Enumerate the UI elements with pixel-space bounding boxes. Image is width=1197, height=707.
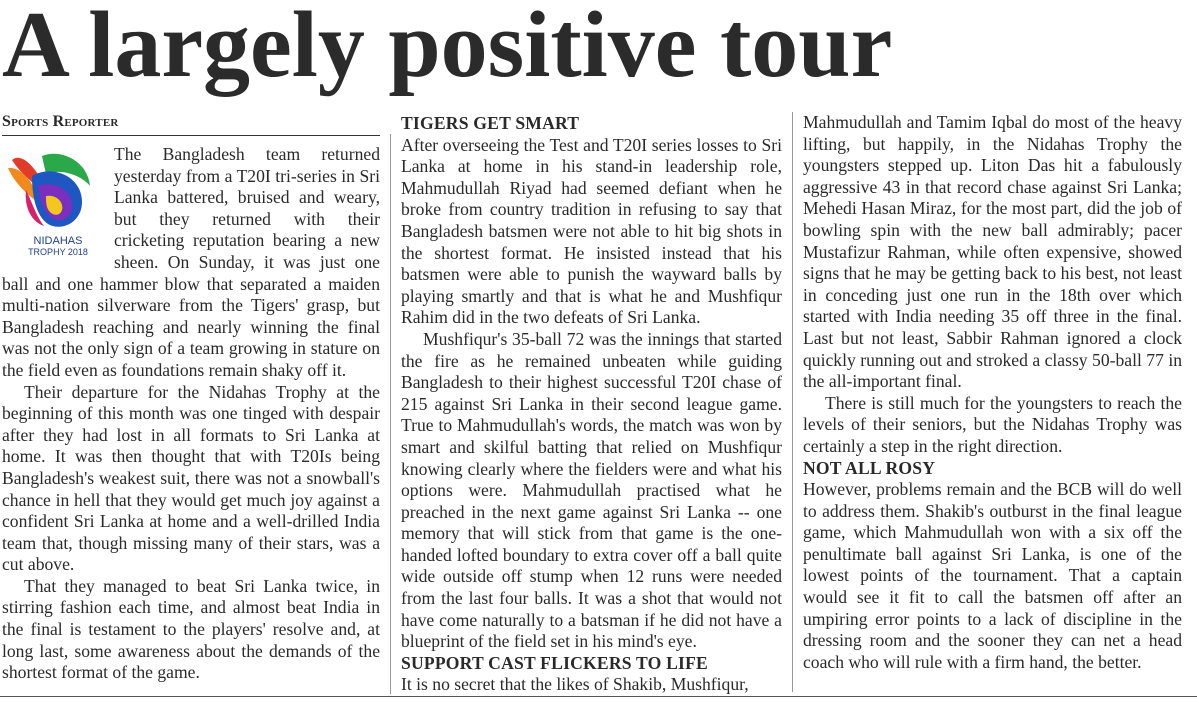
subheading: SUPPORT CAST FLICKERS TO LIFE bbox=[401, 652, 708, 673]
logo-line-1: NIDAHAS bbox=[33, 235, 83, 247]
article-column-1 bbox=[2, 112, 380, 684]
paragraph: It is no secret that the likes of Shakib, Mushfiqur, bbox=[401, 674, 749, 695]
paragraph: The Bangladesh team returned yesterday from a T20I tri-series in Sri Lanka battered, bruised and weary, but they returned with their cricketing reputation bearing a new sheen. On Sunday, it was just one ball and one hammer blow that separated a maiden multi-nation silverware from the Tigers' grasp, but Bangladesh reaching and nearly winning the final was not the only sign of a team growing in stature on the field even as foundations remain shaky off it. bbox=[2, 144, 380, 380]
byline: Sports Reporter bbox=[2, 112, 380, 136]
paragraph: However, problems remain and the BCB will do well to address them. Shakib's outburst in the final league game, which Mahmudullah won with a six off the penultimate ball against Sri Lanka, is one of the lowest points of the tournament. That a captain would see it fit to call the batsmen off after an umpiring error points to a lack of discipline in the dressing room and the sooner they can net a head coach who will rule with a firm hand, the better. bbox=[803, 479, 1182, 672]
article-column-2 bbox=[401, 112, 782, 696]
paragraph: Their departure for the Nidahas Trophy at the beginning of this month was one tinged with despair after they had lost in all formats to Sri Lanka at home. It was then thought that with T20Is being Bangladesh's weakest suit, there was not a snowball's chance in hell that they would get much joy against a confident Sri Lanka at home and a well-drilled India team that, though missing many of their stars, was a cut above. bbox=[2, 381, 380, 575]
paragraph: Mushfiqur's 35-ball 72 was the innings that started the fire as he remained unbeaten while guiding Bangladesh to their highest successful T20I chase of 215 against Sri Lanka in their second league game. True to Mahmudullah's words, the match was won by smart and skilful batting that relied on Mushfiqur knowing clearly where the fielders were and what his options were. Mahmudullah practised what he preached in the next game against Sri Lanka -- one memory that will stick from that game is the one-handed lofted boundary to extra cover off a ball quite wide outside off stump when 12 runs were needed from the last four balls. It was a shot that would not have come naturally to a batsman if he did not have a blueprint of the field set in his mind's eye. bbox=[401, 328, 782, 652]
logo-text bbox=[22, 236, 94, 258]
column-divider bbox=[792, 112, 793, 692]
headline: A largely positive tour bbox=[2, 0, 893, 97]
nidahas-trophy-logo-icon bbox=[2, 146, 102, 260]
column-divider bbox=[390, 134, 391, 694]
subheading: TIGERS GET SMART bbox=[401, 113, 580, 133]
bottom-rule bbox=[0, 696, 1197, 697]
paragraph: That they managed to beat Sri Lanka twice, in stirring fashion each time, and almost beat India in the final is testament to the players' resolve and, at long last, some awareness about the demands of the shortest format of the game. bbox=[2, 575, 380, 683]
logo-line-2: TROPHY 2018 bbox=[28, 247, 88, 257]
trophy-emblem-icon bbox=[2, 146, 102, 236]
paragraph: Mahmudullah and Tamim Iqbal do most of the heavy lifting, but happily, in the Nidahas Trophy the youngsters stepped up. Liton Das hit a fabulously aggressive 43 in that record chase against Sri Lanka; Mehedi Hasan Miraz, for the most part, did the job of bowling spin with the new ball admirably; pacer Mustafizur Rahman, while often expensive, showed signs that he may be getting back to his best, not least in conceding just one run in the 18th over which started with India needing 35 off three in the final. Last but not least, Sabbir Rahman ignored a clock quickly running out and stroked a classy 50-ball 77 in the all-important final. bbox=[803, 112, 1182, 392]
article-column-3 bbox=[803, 112, 1182, 673]
paragraph: After overseeing the Test and T20I series losses to Sri Lanka at home in his stand-in leadership role, Mahmudullah Riyad had seemed defiant when he broke from country tradition in refusing to say that Bangladesh batsmen were not able to hit big shots in the shortest format. He insisted instead that his batsmen were able to punish the wayward balls by playing smartly and that is what he and Mushfiqur Rahim did in the two defeats of Sri Lanka. bbox=[401, 134, 782, 328]
subheading: NOT ALL ROSY bbox=[803, 457, 936, 478]
paragraph: There is still much for the youngsters to reach the levels of their seniors, but the Nidahas Trophy was certainly a step in the right direction. bbox=[803, 392, 1182, 456]
